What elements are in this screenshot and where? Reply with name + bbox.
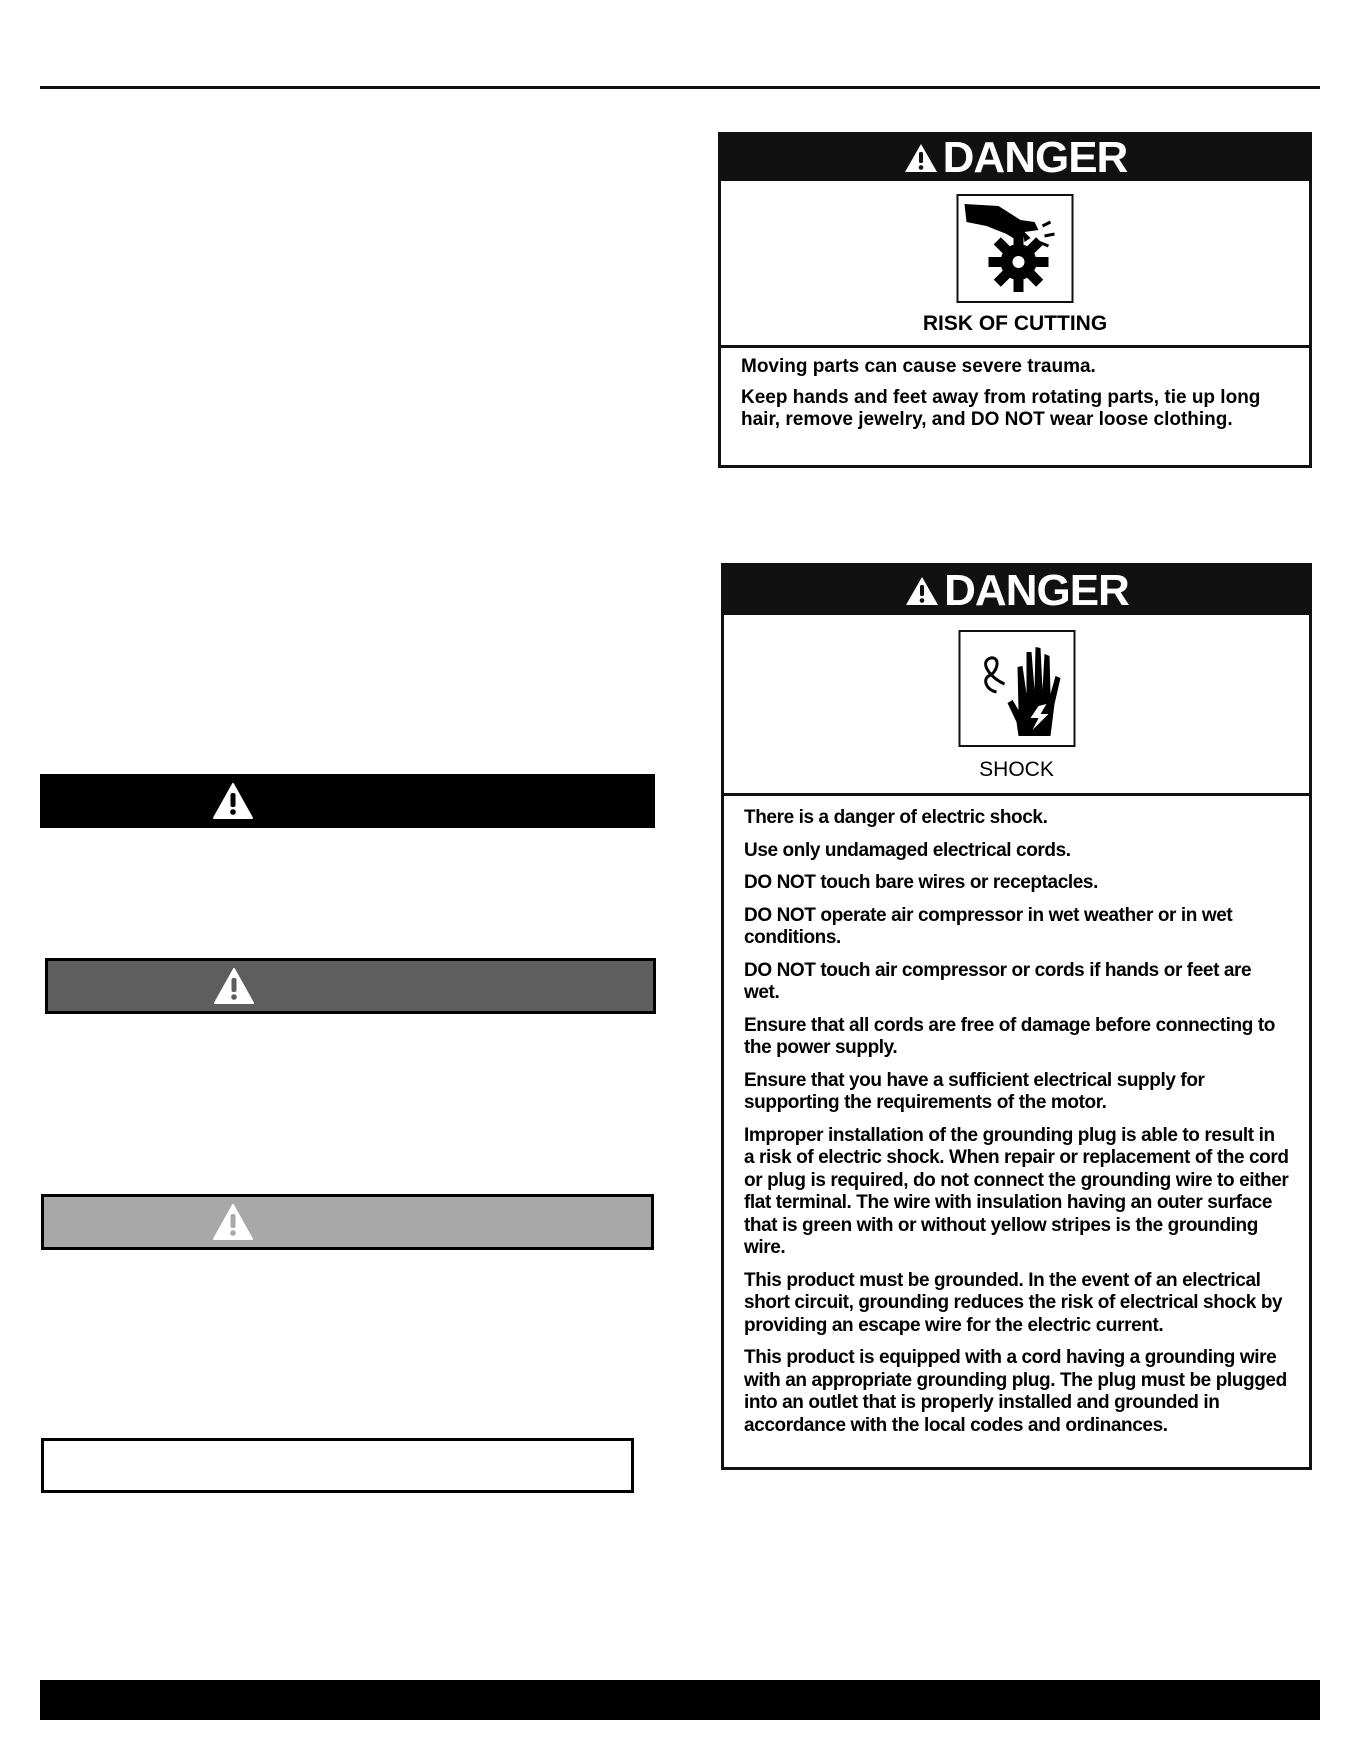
label-header [721,135,1309,181]
warning-triangle-icon [903,142,939,174]
label-line: Improper installation of the grounding plug is able to result in a risk of electric shock. When repair or replacement of the cord or plug is required, do not connect the grounding wire to either flat terminal. The wire with insulation having an outer surface that is green with or without yellow stripes is the grounding wire. [744,1124,1289,1258]
label-line: DO NOT touch air compressor or cords if hands or feet are wet. [744,959,1252,1003]
label-pictogram-panel [724,615,1309,796]
label-pictogram-panel [721,181,1309,348]
label-line: This product is equipped with a cord having a grounding wire with an appropriate grounding plug. The plug must be plugged into an outlet that is properly installed and grounded in accordance with the local codes and ordinances. [744,1347,1287,1436]
warning-triangle-icon [213,967,255,1005]
warning-triangle-icon [212,1203,254,1241]
danger-label-shock [721,563,1312,1470]
hand-gear-cutting-icon [957,194,1074,303]
danger-signal-bar [40,774,655,828]
label-line: There is a danger of electric shock. [744,807,1048,828]
label-header-text: DANGER [944,565,1129,615]
top-rule [40,86,1320,89]
label-header-text: DANGER [942,133,1128,182]
warning-signal-bar [45,958,656,1014]
label-line: Ensure that you have a sufficient electrical supply for supporting the requirements of the motor. [744,1069,1205,1113]
warning-triangle-icon [904,575,940,607]
label-line: Use only undamaged electrical cords. [744,839,1071,861]
label-caption: RISK OF CUTTING [922,312,1108,335]
warning-triangle-icon [212,782,254,820]
label-line: DO NOT operate air compressor in wet weather or in wet conditions. [744,904,1233,948]
label-line: This product must be grounded. In the event of an electrical short circuit, grounding reduces the risk of electrical shock by providing an escape wire for the electric current. [744,1269,1283,1336]
label-body [724,796,1309,1437]
footer-bar [40,1680,1320,1720]
label-line: DO NOT touch bare wires or receptacles. [744,872,1098,893]
caution-signal-bar [41,1194,654,1250]
label-caption: SHOCK [979,758,1054,781]
label-body [721,348,1309,431]
label-header [724,566,1309,615]
notice-box [41,1438,634,1493]
hand-electric-shock-icon [958,630,1075,747]
danger-label-cutting [718,132,1312,468]
label-line: Moving parts can cause severe trauma. [741,356,1096,377]
label-line: Keep hands and feet away from rotating parts, tie up long hair, remove jewelry, and DO NOT wear loose clothing. [741,387,1261,430]
label-line: Ensure that all cords are free of damage before connecting to the power supply. [744,1014,1275,1058]
